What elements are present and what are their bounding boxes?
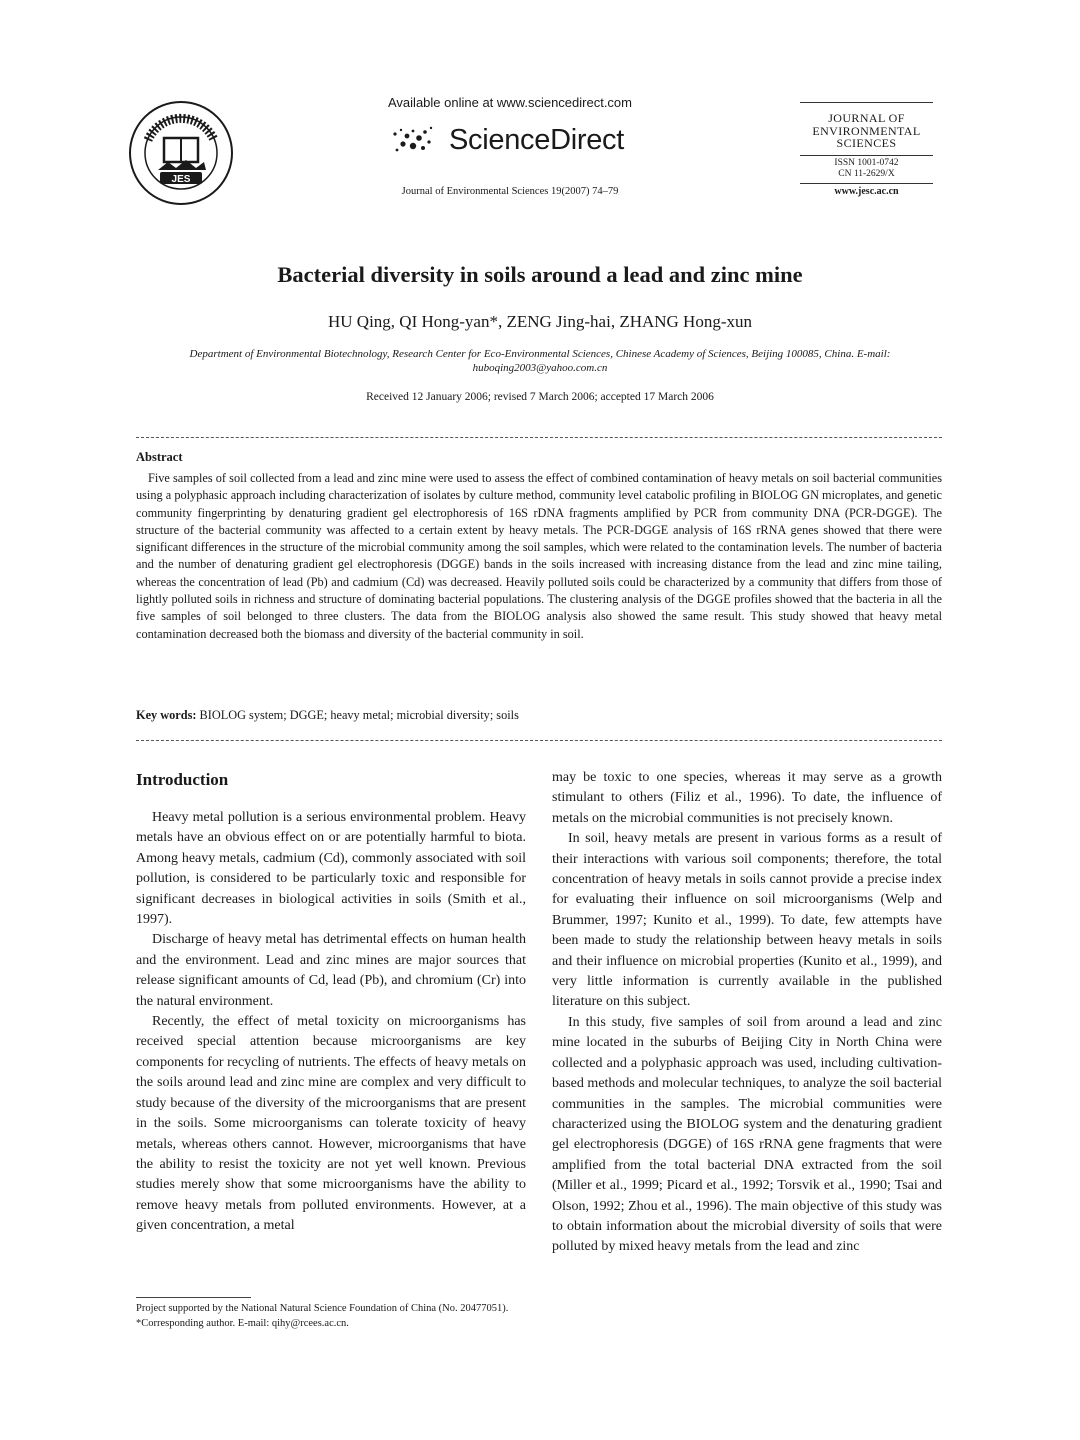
received-dates: Received 12 January 2006; revised 7 March 2006; accepted 17 March 2006 [366, 391, 714, 403]
journal-name-line2: ENVIRONMENTAL [812, 123, 921, 138]
journal-citation: Journal of Environmental Sciences 19(2007) 74–79 [401, 186, 619, 197]
intro-paragraph-5: In soil, heavy metals are present in various forms as a result of their interactions with various soil components; therefore, the total concentration of heavy metals in soils cannot provide a precise index for evaluating their influence on soil microorganisms (Welp and Brummer, 1997; Kunito et al., 1999). To date, few attempts have been made to study the relationship between heavy metals in soils and their influence on microbial properties (Kunito et al., 1999), and very little information is currently available in the published literature on this subject. [552, 831, 942, 1010]
article-authors: HU Qing, QI Hong-yan*, ZENG Jing-hai, ZHANG Hong-xun [328, 312, 752, 331]
abstract-text: Five samples of soil collected from a lead and zinc mine were used to assess the effect of combined contamination of heavy metals on soil bacterial communities using a polyphasic approach including characterization of isolates by culture method, community level catabolic profiling in BIOLOG GN microplates, and genetic community fingerprinting by denaturing gradient gel electrophoresis of 16S rDNA fragments amplified by PCR from community DNA (PCR-DGGE). The structure of the bacterial community was affected to a certain extent by heavy metals. The PCR-DGGE analysis of 16S rRNA genes showed that there were significant differences in the structure of the microbial community among the soil samples, which were related to the contamination levels. The number of bacteria and the number of denaturing gradient gel electrophoresis (DGGE) bands in the soils increased with increasing distance from the lead and zinc mine tailing, whereas the concentration of lead (Pb) and cadmium (Cd) was decreased. Heavily polluted soils could be characterized by a community that differs from those of lightly polluted soils in richness and structure of dominating bacterial populations. The clustering analysis of the DGGE profiles showed that the bacteria in all the five samples of soil belonged to three clusters. The data from the BIOLOG analysis also showed the same result. This study showed that heavy metal contamination decreased both the biomass and diversity of the bacterial community in soil. [136, 471, 942, 641]
journal-name-line1: JOURNAL OF [828, 111, 905, 125]
article-title: Bacterial diversity in soils around a lead and zinc mine [277, 262, 803, 287]
journal-cn: CN 11-2629/X [838, 168, 895, 179]
body-column-right [552, 768, 942, 1258]
intro-paragraph-3: Recently, the effect of metal toxicity on microorganisms has received special attention because microorganisms are key components for recycling of nutrients. The effects of heavy metals on the soils around lead and zinc mine are complex and very difficult to study because of the diversity of the microorganisms that are present in the soils. Some microorganisms can tolerate toxicity of heavy metals, whereas others cannot. However, microorganisms that have the ability to resist the toxicity are not yet well known. Previous studies merely show that some microorganisms have the ability to remove heavy metals from polluted environments. However, at a given concentration, a metal [136, 1014, 526, 1234]
publisher-name: ScienceDirect [449, 123, 624, 156]
intro-paragraph-4: may be toxic to one species, whereas it may serve as a growth stimulant to others (Filiz et al., 1996). To date, the influence of metals on the microbial communities is not precisely known. [552, 770, 942, 826]
abstract-heading: Abstract [136, 450, 183, 464]
abstract-top-divider [136, 437, 942, 438]
intro-paragraph-6: In this study, five samples of soil from around a lead and zinc mine located in the suburbs of Beijing City in North China were collected and a polyphasic approach was used, including cultivation-based methods and molecular techniques, to analyze the soil bacterial communities in the samples. The microbial communities were characterized using the BIOLOG system and the denaturing gradient gel electrophoresis (DGGE) of 16S rRNA gene fragments that were amplified from the total bacterial DNA extracted from the soil (Miller et al., 1999; Picard et al., 1992; Torsvik et al., 1990; Tsai and Olson, 1992; Zhou et al., 1996). The main objective of this study was to obtain information about the microbial diversity of soils that were polluted by mixed heavy metals from the lead and zinc [552, 1014, 942, 1255]
journal-info-box [800, 102, 933, 198]
sciencedirect-logo [385, 118, 624, 162]
footnote: Project supported by the National Natural Science Foundation of China (No. 20477051). *Corresponding author. E-mail: qihy@rcees.ac.cn. [136, 1303, 509, 1329]
abstract-bottom-divider [136, 740, 942, 741]
keywords [136, 708, 942, 723]
journal-issn: ISSN 1001-0742 [834, 157, 899, 168]
available-online-text: Available online at www.sciencedirect.com [388, 95, 632, 110]
journal-website: www.jesc.ac.cn [834, 185, 899, 197]
footnote-rule [136, 1297, 251, 1298]
journal-logo [128, 100, 234, 206]
sciencedirect-icon [385, 122, 441, 158]
body-column-left [136, 808, 526, 1237]
keywords-list: BIOLOG system; DGGE; heavy metal; microbial diversity; soils [199, 708, 519, 722]
intro-paragraph-1: Heavy metal pollution is a serious environmental problem. Heavy metals have an obvious effect on or are potentially harmful to biota. Among heavy metals, cadmium (Cd), commonly associated with soil pollution, is considered to be particularly toxic and responsible for significant decreases in biological activities in soils (Smith et al., 1997). [136, 810, 526, 928]
introduction-heading: Introduction [136, 770, 229, 789]
journal-name-line3: SCIENCES [836, 136, 897, 150]
intro-paragraph-2: Discharge of heavy metal has detrimental effects on human health and the environment. Lead and zinc mines are major sources that release significant amounts of Cd, lead (Pb), and chromium (Cr) into the natural environment. [136, 932, 526, 1009]
keywords-label: Key words: [136, 708, 197, 722]
author-affiliation: Department of Environmental Biotechnology, Research Center for Eco-Environmental Sciences, Chinese Academy of Sciences, Beijing 100085, China. E-mail: huboqing2003@yahoo.com.cn [189, 348, 891, 374]
logo-abbrev: JES [171, 174, 191, 185]
